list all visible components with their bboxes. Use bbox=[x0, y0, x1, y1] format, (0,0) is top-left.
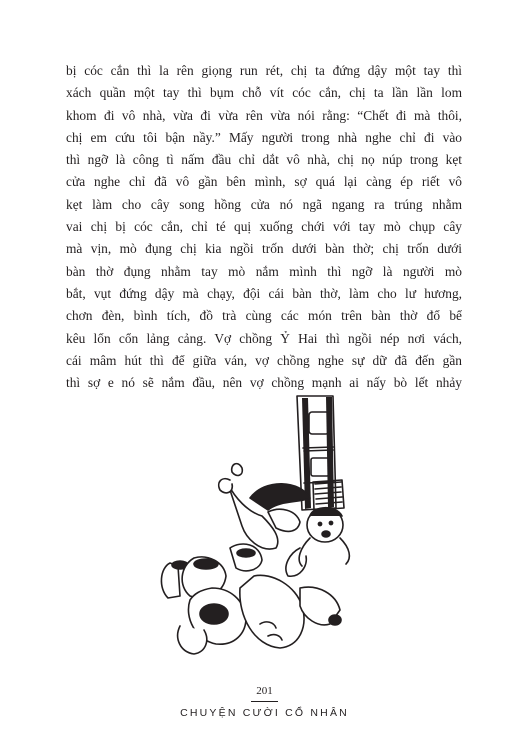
text-line: kẹt làm cho cây song hồng cửa nó ngã ngang ra trúng nhằm bbox=[66, 196, 462, 212]
page-number-rule bbox=[251, 701, 278, 702]
text-line: bị cóc cắn thì la rên giọng run rét, chị ta đứng dậy một tay thì bbox=[66, 63, 462, 78]
text-line: vai chị bị cóc cắn, chỉ té quị xuống chới với tay mò chụp cây bbox=[66, 219, 462, 235]
text-line: chơn đèn, bình tích, đồ trà cùng các món trên bàn thờ đổ bể bbox=[66, 308, 462, 324]
text-line: thì ngỡ là công tì nấm đầu chỉ dắt vô nhà, chị nọ núp trong kẹt bbox=[66, 152, 462, 168]
page-number: 201 bbox=[256, 685, 273, 697]
text-line: khom đi vô nhà, vừa đi vừa rên vừa nói rằng: “Chết đi mà thôi, bbox=[66, 107, 462, 123]
text-line: cái mâm hút thì để giữa ván, vợ chồng nghe sự dữ đã đến gần bbox=[66, 352, 462, 368]
body-paragraph bbox=[66, 60, 462, 394]
text-line: kêu lổn cổn lảng cảng. Vợ chồng Ỷ Hai thì ngồi nép nơi vách, bbox=[66, 330, 462, 346]
text-line: bàn thờ đụng nhằm tay mò nắm mình thì ngỡ là người mò bbox=[66, 263, 462, 279]
text-line: cửa nghe chỉ đã vô gần bên mình, sợ quá lại càng ép riết vô bbox=[66, 174, 462, 190]
falling-person bbox=[219, 464, 310, 549]
running-title: CHUYỆN CƯỜI CỔ NHÂN bbox=[180, 707, 349, 719]
text-line: xách quần một tay thì bụm chỗ vít cóc cắn, chị ta lần lần lom bbox=[66, 85, 462, 101]
broken-pottery bbox=[161, 544, 341, 654]
altar-chaos-illustration bbox=[150, 388, 370, 663]
text-line: chị em cứu tôi bận nầy.” Mấy người trong nhà nghe chỉ đi vào bbox=[66, 129, 462, 145]
text-line: mà vịn, mò đụng chị kia ngồi trốn dưới bàn thờ; chị trốn dưới bbox=[66, 241, 462, 257]
text-line: thì sợ e nó sẽ nắm đầu, nên vợ chồng mạnh ai nấy bò lết nhảy bbox=[66, 375, 462, 391]
text-line: bắt, vụt đứng dậy mà chạy, đội cái bàn thờ, làm cho lư hương, bbox=[66, 285, 462, 301]
